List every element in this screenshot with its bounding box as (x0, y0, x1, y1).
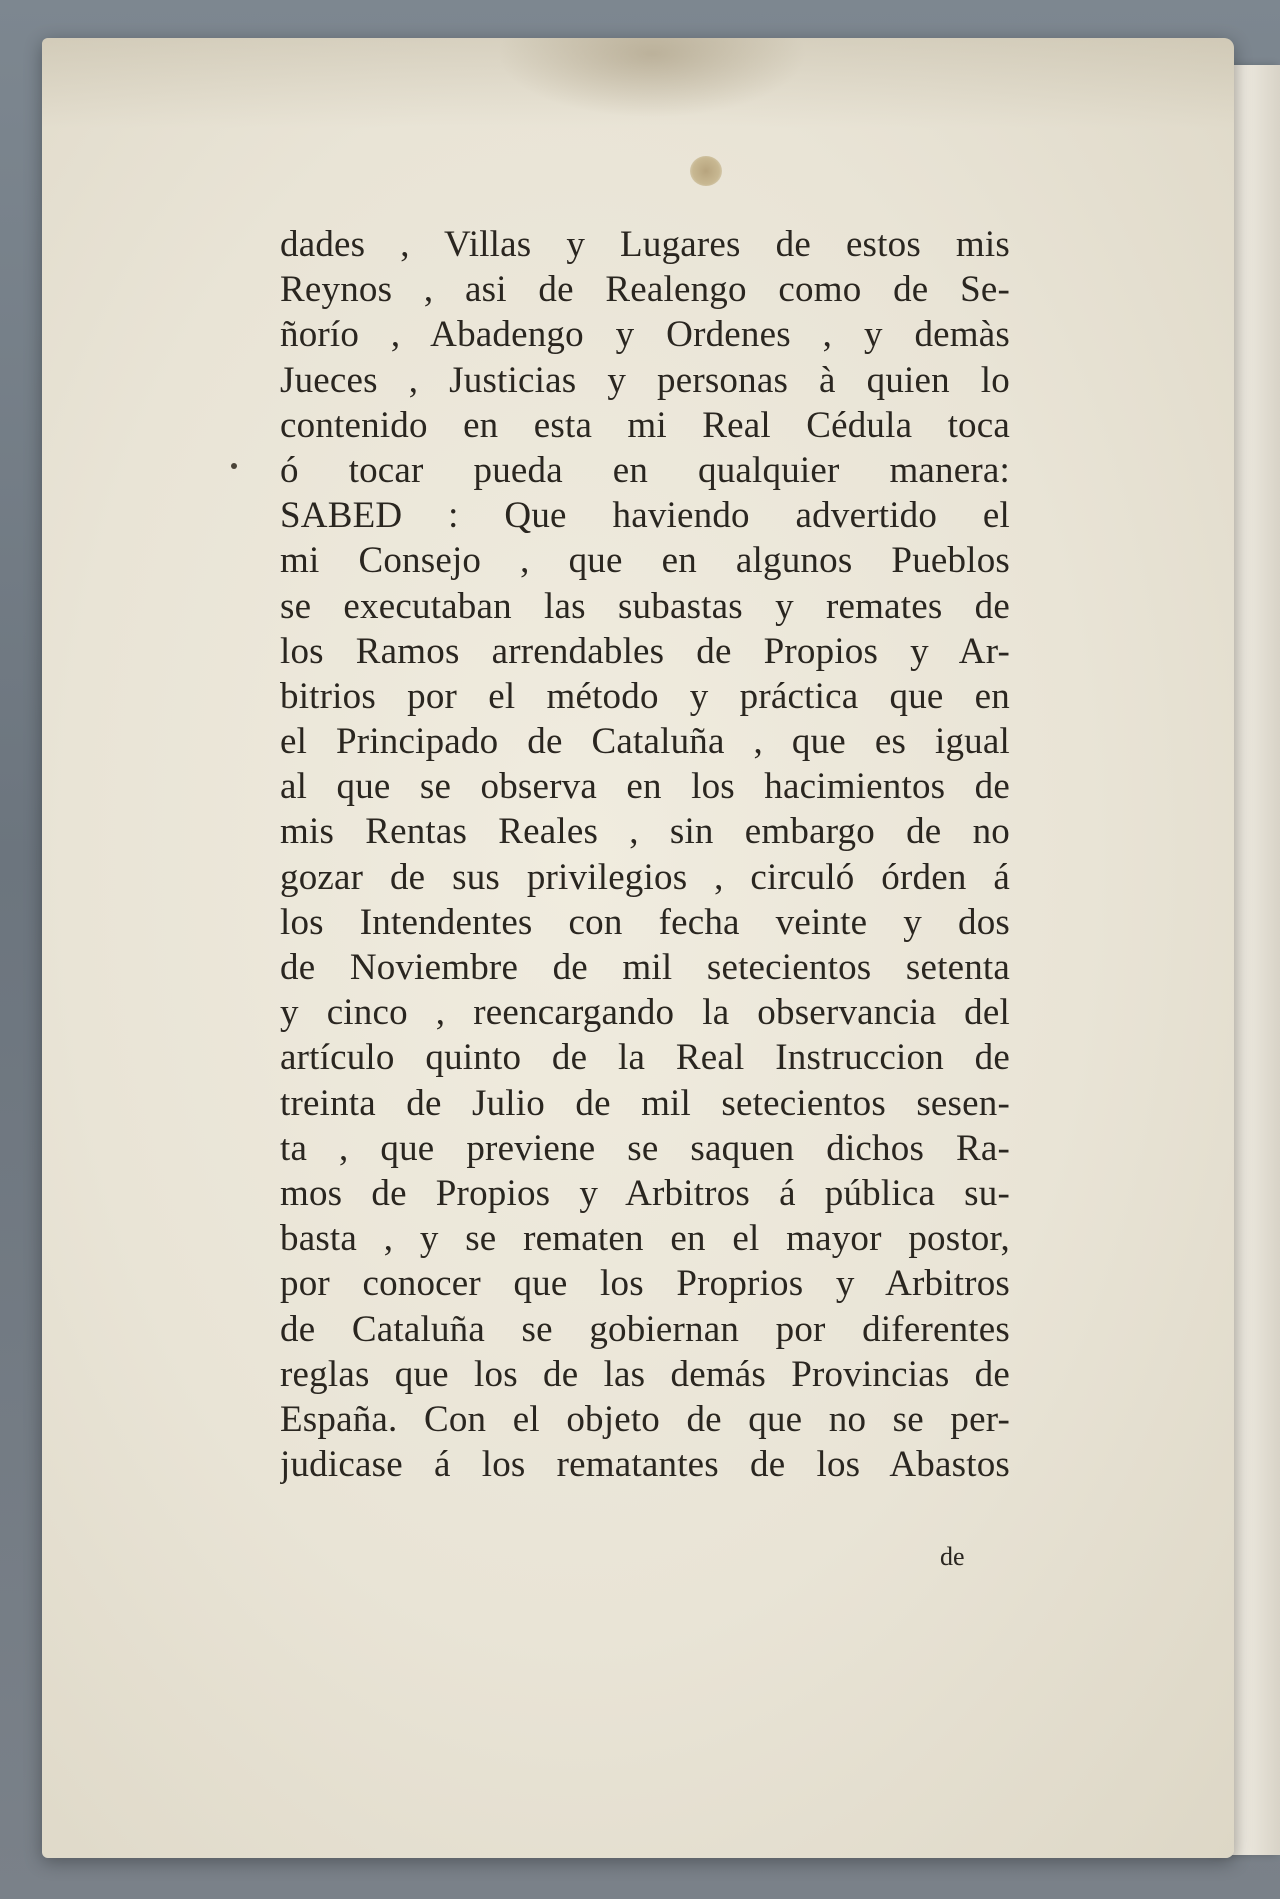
text-line: bitrios por el método y práctica que en (280, 675, 1010, 717)
torn-top-edge (497, 38, 807, 118)
text-line: Reynos , asi de Realengo como de Se- (280, 269, 1010, 311)
text-line: mos de Propios y Arbitros á pública su- (280, 1172, 1010, 1214)
text-line: basta , y se rematen en el mayor postor, (280, 1218, 1010, 1260)
text-line: judicase á los rematantes de los Abastos (280, 1444, 1010, 1486)
text-line: gozar de sus privilegios , circuló órden á (280, 856, 1010, 898)
paper-stain (690, 156, 722, 186)
text-line: mi Consejo , que en algunos Pueblos (280, 540, 1010, 582)
text-line: SABED : Que haviendo advertido el (280, 495, 1010, 537)
text-line: treinta de Julio de mil setecientos sesen- (280, 1082, 1010, 1124)
text-line: los Ramos arrendables de Propios y Ar- (280, 630, 1010, 672)
text-line: contenido en esta mi Real Cédula toca (280, 404, 1010, 446)
text-line: de Noviembre de mil setecientos setenta (280, 947, 1010, 988)
text-line: dades , Villas y Lugares de estos mis (280, 224, 1010, 265)
body-text (280, 222, 1010, 1487)
text-line: reglas que los de las demás Provincias de (280, 1353, 1010, 1395)
ink-speck (231, 463, 237, 469)
text-line: España. Con el objeto de que no se per- (280, 1398, 1010, 1440)
text-line: el Principado de Cataluña , que es igual (280, 721, 1010, 763)
text-line: se executaban las subastas y remates de (280, 585, 1010, 627)
text-line: ta , que previene se saquen dichos Ra- (280, 1127, 1010, 1169)
text-line: y cinco , reencargando la observancia del (280, 992, 1010, 1034)
text-line: ó tocar pueda en qualquier manera: (280, 449, 1010, 491)
text-line: ñorío , Abadengo y Ordenes , y demàs (280, 314, 1010, 356)
text-line: por conocer que los Proprios y Arbitros (280, 1263, 1010, 1305)
text-line: artículo quinto de la Real Instruccion de (280, 1037, 1010, 1079)
text-line: mis Rentas Reales , sin embargo de no (280, 811, 1010, 853)
text-line: al que se observa en los hacimientos de (280, 766, 1010, 808)
text-line: los Intendentes con fecha veinte y dos (280, 901, 1010, 943)
catchword: de (940, 1542, 965, 1571)
text-line: Jueces , Justicias y personas à quien lo (280, 359, 1010, 401)
text-line: de Cataluña se gobiernan por diferentes (280, 1308, 1010, 1350)
